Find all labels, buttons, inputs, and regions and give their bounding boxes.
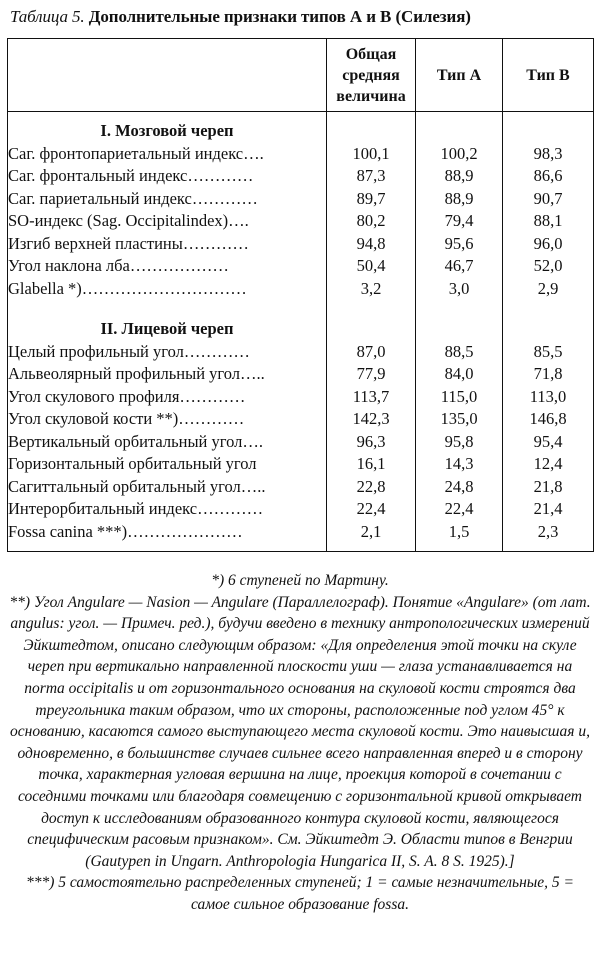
value-mean: 16,1 [327,453,416,476]
section-heading-row [8,318,594,341]
gap-row [8,300,594,318]
table-row [8,255,594,278]
row-label: Изгиб верхней пластины………… [8,233,249,253]
table-row [8,188,594,211]
value-mean: 96,3 [327,431,416,454]
value-type-b: 21,8 [503,476,594,499]
value-type-b: 85,5 [503,341,594,364]
value-mean: 2,1 [327,521,416,544]
row-label: Целый профильный угол………… [8,341,250,361]
value-type-b: 52,0 [503,255,594,278]
row-label: Интерорбитальный индекс………… [8,499,264,518]
table-row [8,431,594,454]
value-type-a: 1,5 [416,521,503,544]
row-label: Саг. париетальный индекс………… [8,188,258,208]
table-row [8,210,594,233]
value-type-b: 95,4 [503,431,594,454]
value-type-b: 86,6 [503,165,594,188]
value-type-a: 135,0 [416,408,503,431]
table-row [8,476,594,499]
spacer-cell [503,112,594,121]
value-mean: 77,9 [327,363,416,386]
row-label: Угол скулового профиля………… [8,386,246,406]
value-type-b: 21,4 [503,498,594,521]
table-title [10,6,595,28]
table-row [8,521,594,544]
value-mean: 22,4 [327,498,416,521]
header-name [8,39,327,112]
value-type-a: 88,5 [416,341,503,364]
value-type-b: 90,7 [503,188,594,211]
value-mean: 22,8 [327,476,416,499]
value-type-a: 79,4 [416,210,503,233]
value-mean: 94,8 [327,233,416,256]
header-type-b: Тип В [503,39,594,112]
gap-cell [416,300,503,318]
row-label: Вертикальный орбитальный угол…. [8,431,264,451]
header-mean: Общая средняя величина [327,39,416,112]
value-type-a: 95,6 [416,233,503,256]
value-type-b: 88,1 [503,210,594,233]
value-mean: 3,2 [327,278,416,301]
value-type-b: 2,3 [503,521,594,544]
value-type-a: 95,8 [416,431,503,454]
value-mean: 50,4 [327,255,416,278]
value-type-a: 115,0 [416,386,503,409]
spacer-cell [416,112,503,121]
value-type-a: 24,8 [416,476,503,499]
gap-cell [8,300,327,318]
value-type-a: 88,9 [416,188,503,211]
value-type-b: 2,9 [503,278,594,301]
empty-cell [327,120,416,143]
empty-cell [416,318,503,341]
value-type-a: 22,4 [416,498,503,521]
gap-cell [327,300,416,318]
value-mean: 100,1 [327,143,416,166]
row-label: Саг. фронтальный индекс………… [8,166,254,185]
row-label: SO-индекс (Sag. Occipitalindex)…. [8,211,249,230]
spacer-cell [8,112,327,121]
row-label: Альвеолярный профильный угол….. [8,364,265,383]
table-body [8,112,594,552]
value-mean: 80,2 [327,210,416,233]
table-row [8,143,594,166]
value-type-a: 100,2 [416,143,503,166]
table-row [8,408,594,431]
table-row [8,278,594,301]
table-row [8,386,594,409]
empty-cell [327,318,416,341]
value-mean: 142,3 [327,408,416,431]
row-label: Саг. фронтопариетальный индекс…. [8,143,264,163]
value-type-b: 12,4 [503,453,594,476]
row-label: Fossa canina ***)………………… [8,521,243,541]
value-type-b: 113,0 [503,386,594,409]
value-type-b: 146,8 [503,408,594,431]
row-label: Glabella *)………………………… [8,278,247,298]
data-table [7,38,594,552]
section-heading: I. Мозговой череп [100,121,234,140]
empty-cell [503,318,594,341]
value-type-a: 46,7 [416,255,503,278]
spacer-cell [416,543,503,552]
value-mean: 113,7 [327,386,416,409]
table-row [8,165,594,188]
value-mean: 89,7 [327,188,416,211]
table-row [8,233,594,256]
spacer-row [8,112,594,121]
spacer-row [8,543,594,552]
footnote-2: **) Угол Angulare — Nasion — Angulare (Параллелограф). Понятие «Angulare» (от лат. angulus: угол. — Примеч. ред.), будучи введено в технику антропологических измерений Эйкштедтом, описано следующим образом: «Для определения этой точки на скуле череп при вертикально направленной плоскости уши — глаза устанавливается на norma occipitalis и от горизонтального основания на скуловой кости строятся два треугольника таким образом, что их стороны, расположенные под углом 45° к основанию, касаются самого выступающего места скуловой кости. Это наивысшая и, одновременно, в большинстве случаев сильнее всего направленная вперед и в сторону точка, характерная угловая вершина на лице, проекция которой в сочетании с соседними точками или благодаря совмещению с горизонтальной кривой открывает доступ к исследованиям образованного контура скуловой кости, являющегося специфическим расовым признаком». См. Эйкштедт Э. Области типов в Венгрии (Gautypen in Ungarn. Anthropologia Hungarica II, S. A. 8 S. 1925).] [9,593,591,870]
empty-cell [416,120,503,143]
value-type-a: 88,9 [416,165,503,188]
header-row [8,39,594,112]
gap-cell [503,300,594,318]
footnote-3: ***) 5 самостоятельно распределенных ступеней; 1 = самые незначительные, 5 = самое сильное образование fossa. [25,874,575,913]
value-type-b: 98,3 [503,143,594,166]
value-type-b: 71,8 [503,363,594,386]
value-type-a: 84,0 [416,363,503,386]
footnote-1: *) 6 ступеней по Мартину. [211,572,389,589]
header-type-a: Тип А [416,39,503,112]
value-type-a: 14,3 [416,453,503,476]
value-type-b: 96,0 [503,233,594,256]
table-caption: Дополнительные признаки типов А и В (Силезия) [88,7,471,26]
row-label: Сагиттальный орбитальный угол….. [8,476,266,496]
row-label: Горизонтальный орбитальный угол [8,454,257,473]
table-row [8,498,594,521]
table-row [8,363,594,386]
section-heading-row [8,120,594,143]
value-mean: 87,3 [327,165,416,188]
section-heading: II. Лицевой череп [100,319,234,338]
row-label: Угол наклона лба……………… [8,256,229,275]
table-row [8,453,594,476]
value-type-a: 3,0 [416,278,503,301]
table-row [8,341,594,364]
footnotes [8,570,592,916]
spacer-cell [8,543,327,552]
spacer-cell [503,543,594,552]
table-number: Таблица 5. [10,7,85,26]
spacer-cell [327,112,416,121]
value-mean: 87,0 [327,341,416,364]
row-label: Угол скуловой кости **)………… [8,409,245,428]
empty-cell [503,120,594,143]
spacer-cell [327,543,416,552]
